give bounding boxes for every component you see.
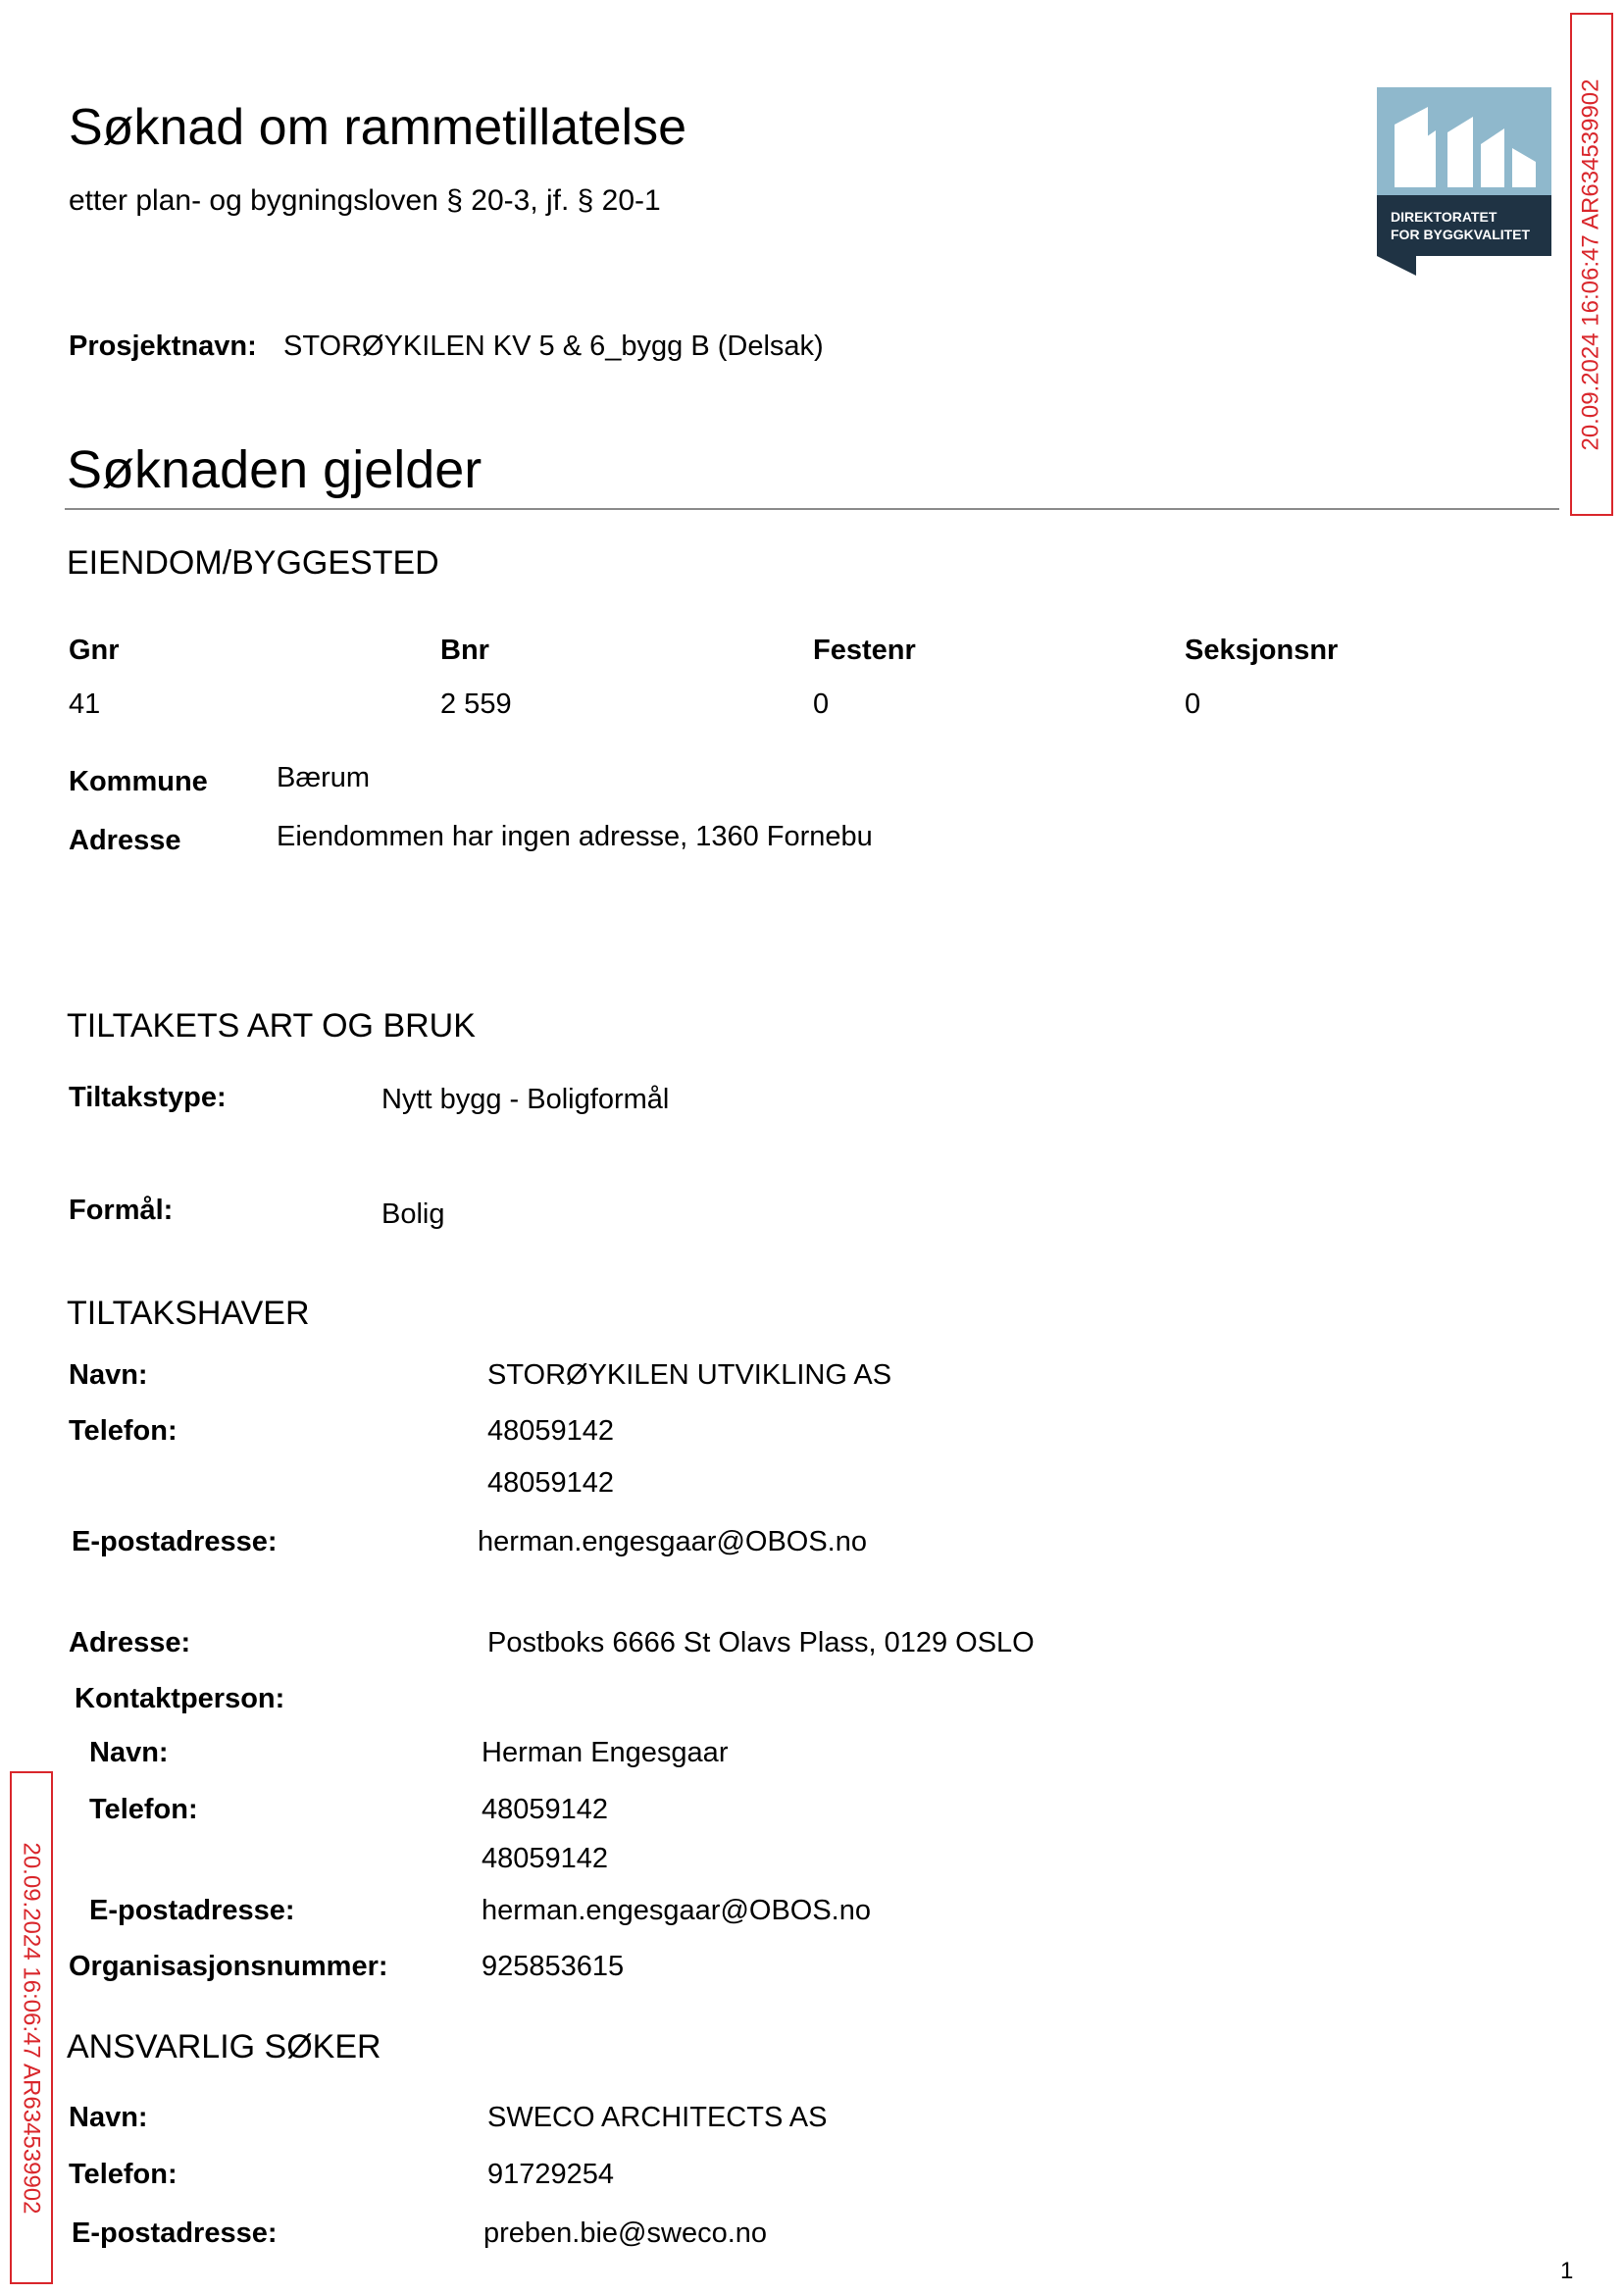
tiltakshaver-epost-label: E-postadresse:	[72, 1526, 278, 1557]
kommune-label: Kommune	[69, 766, 208, 797]
gnr-label: Gnr	[69, 635, 120, 666]
kontakt-telefon-value-1: 48059142	[482, 1794, 609, 1825]
orgnr-label: Organisasjonsnummer:	[69, 1951, 388, 1982]
section-title: Søknaden gjelder	[67, 440, 482, 499]
receipt-stamp-left	[10, 1771, 53, 2284]
kontakt-epost-label: E-postadresse:	[89, 1895, 295, 1926]
receipt-stamp-top	[1570, 13, 1613, 516]
tiltakshaver-adresse-label: Adresse:	[69, 1627, 191, 1658]
project-label: Prosjektnavn:	[69, 331, 257, 362]
ansvarlig-navn-value: SWECO ARCHITECTS AS	[487, 2102, 828, 2133]
tiltakshaver-heading: TILTAKSHAVER	[67, 1295, 310, 1332]
section-divider	[65, 508, 1559, 510]
bnr-label: Bnr	[440, 635, 489, 666]
seksjonsnr-value: 0	[1185, 688, 1201, 720]
page-number: 1	[1560, 2258, 1574, 2284]
eiendom-heading: EIENDOM/BYGGESTED	[67, 544, 439, 582]
tiltakshaver-epost-value: herman.engesgaar@OBOS.no	[478, 1526, 867, 1557]
festenr-value: 0	[813, 688, 830, 720]
kontakt-navn-value: Herman Engesgaar	[482, 1737, 729, 1768]
document-subtitle: etter plan- og bygningsloven § 20-3, jf. § 20-1	[69, 184, 661, 217]
kontaktperson-label: Kontaktperson:	[75, 1683, 285, 1714]
tiltakshaver-telefon-value-1: 48059142	[487, 1415, 615, 1447]
logo-text-line1: DIREKTORATET	[1391, 209, 1497, 225]
kontakt-epost-value: herman.engesgaar@OBOS.no	[482, 1895, 871, 1926]
seksjonsnr-label: Seksjonsnr	[1185, 635, 1339, 666]
dibk-logo	[1377, 87, 1551, 276]
document-title: Søknad om rammetillatelse	[69, 99, 686, 156]
tiltakshaver-adresse-value: Postboks 6666 St Olavs Plass, 0129 OSLO	[487, 1627, 1035, 1658]
formal-label: Formål:	[69, 1195, 174, 1226]
ansvarlig-heading: ANSVARLIG SØKER	[67, 2028, 381, 2065]
ansvarlig-epost-label: E-postadresse:	[72, 2218, 278, 2249]
ansvarlig-navn-label: Navn:	[69, 2102, 148, 2133]
adresse-label: Adresse	[69, 825, 181, 856]
ansvarlig-telefon-value: 91729254	[487, 2159, 615, 2190]
formal-value: Bolig	[381, 1198, 445, 1230]
tiltakshaver-telefon-value-2: 48059142	[487, 1467, 615, 1499]
tiltak-heading: TILTAKETS ART OG BRUK	[67, 1007, 476, 1045]
kontakt-telefon-value-2: 48059142	[482, 1843, 609, 1874]
kontakt-navn-label: Navn:	[89, 1737, 169, 1768]
tiltakshaver-navn-value: STORØYKILEN UTVIKLING AS	[487, 1359, 892, 1391]
kommune-value: Bærum	[277, 762, 371, 793]
bnr-value: 2 559	[440, 688, 512, 720]
festenr-label: Festenr	[813, 635, 916, 666]
ansvarlig-epost-value: preben.bie@sweco.no	[483, 2218, 768, 2249]
logo-text-line2: FOR BYGGKVALITET	[1391, 227, 1531, 242]
tiltakstype-label: Tiltakstype:	[69, 1082, 227, 1113]
project-value: STORØYKILEN KV 5 & 6_bygg B (Delsak)	[283, 331, 824, 362]
orgnr-value: 925853615	[482, 1951, 625, 1982]
receipt-stamp-top-text: 20.09.2024 16:06:47 AR634539902	[1578, 77, 1604, 451]
tiltakshaver-telefon-label: Telefon:	[69, 1415, 178, 1447]
kontakt-telefon-label: Telefon:	[89, 1794, 198, 1825]
gnr-value: 41	[69, 688, 101, 720]
ansvarlig-telefon-label: Telefon:	[69, 2159, 178, 2190]
receipt-stamp-left-text: 20.09.2024 16:06:47 AR634539902	[19, 1841, 45, 2215]
tiltakshaver-navn-label: Navn:	[69, 1359, 148, 1391]
adresse-value: Eiendommen har ingen adresse, 1360 Fornebu	[277, 821, 873, 852]
tiltakstype-value: Nytt bygg - Boligformål	[381, 1084, 670, 1115]
